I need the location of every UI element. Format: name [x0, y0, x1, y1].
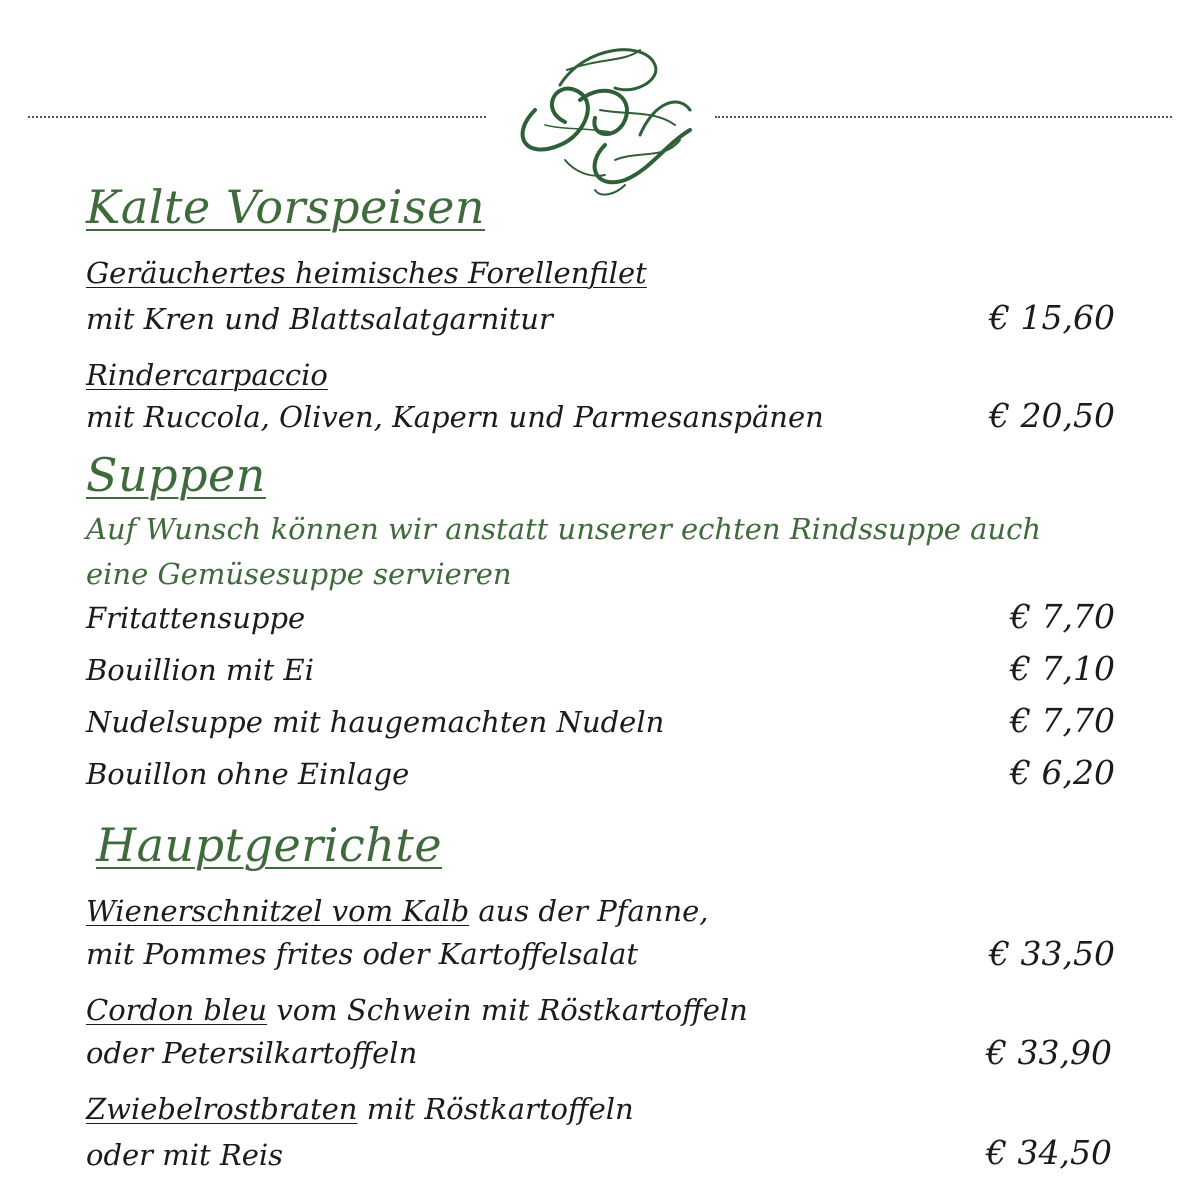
item-price-forellenfilet: € 15,60	[989, 298, 1115, 337]
item-rest-wienerschnitzel: aus der Pfanne,	[469, 894, 709, 928]
divider-right	[715, 116, 1172, 118]
item-desc-forellenfilet: mit Kren und Blattsalatgarnitur	[86, 302, 553, 336]
item-name-wienerschnitzel: Wienerschnitzel vom Kalb	[86, 894, 470, 928]
item-line-cordon-bleu	[86, 993, 748, 1027]
item-line-zwiebelrostbraten	[86, 1092, 634, 1126]
item-desc-zwiebelrostbraten: oder mit Reis	[86, 1138, 284, 1172]
item-desc-cordon-bleu: oder Petersilkartoffeln	[86, 1036, 418, 1070]
suppen-note-line-1: Auf Wunsch können wir anstatt unserer echten Rindssuppe auch	[86, 512, 1042, 546]
item-price-rindercarpaccio: € 20,50	[989, 396, 1115, 435]
item-name-bouillion-mit-ei: Bouillion mit Ei	[86, 653, 314, 687]
section-title-suppen: Suppen	[86, 448, 266, 502]
item-name-cordon-bleu: Cordon bleu	[86, 993, 268, 1027]
item-price-nudelsuppe: € 7,70	[1010, 701, 1115, 740]
section-title-kalte-vorspeisen: Kalte Vorspeisen	[86, 180, 485, 234]
divider-left	[28, 116, 486, 118]
item-name-fritattensuppe: Fritattensuppe	[86, 601, 306, 635]
item-name-forellenfilet: Geräuchertes heimisches Forellenfilet	[86, 256, 647, 290]
item-rest-cordon-bleu: vom Schwein mit Röstkartoffeln	[267, 993, 748, 1027]
item-price-bouillon-ohne-einlage: € 6,20	[1010, 753, 1115, 792]
item-name-bouillon-ohne-einlage: Bouillon ohne Einlage	[86, 757, 410, 791]
item-price-zwiebelrostbraten: € 34,50	[986, 1133, 1112, 1172]
item-name-rindercarpaccio: Rindercarpaccio	[86, 358, 328, 392]
suppen-note-line-2: eine Gemüsesuppe servieren	[86, 557, 512, 591]
item-name-nudelsuppe: Nudelsuppe mit haugemachten Nudeln	[86, 705, 665, 739]
item-desc-rindercarpaccio: mit Ruccola, Oliven, Kapern und Parmesanspänen	[86, 400, 824, 434]
item-desc-wienerschnitzel: mit Pommes frites oder Kartoffelsalat	[86, 937, 639, 971]
section-title-hauptgerichte: Hauptgerichte	[96, 818, 443, 872]
item-price-wienerschnitzel: € 33,50	[989, 934, 1115, 973]
item-price-fritattensuppe: € 7,70	[1010, 597, 1115, 636]
item-rest-zwiebelrostbraten: mit Röstkartoffeln	[357, 1092, 634, 1126]
calligraphic-monogram-logo	[505, 40, 700, 200]
item-price-bouillion-mit-ei: € 7,10	[1010, 649, 1115, 688]
item-name-zwiebelrostbraten: Zwiebelrostbraten	[86, 1092, 358, 1126]
item-price-cordon-bleu: € 33,90	[986, 1033, 1112, 1072]
item-line-wienerschnitzel	[86, 894, 709, 928]
